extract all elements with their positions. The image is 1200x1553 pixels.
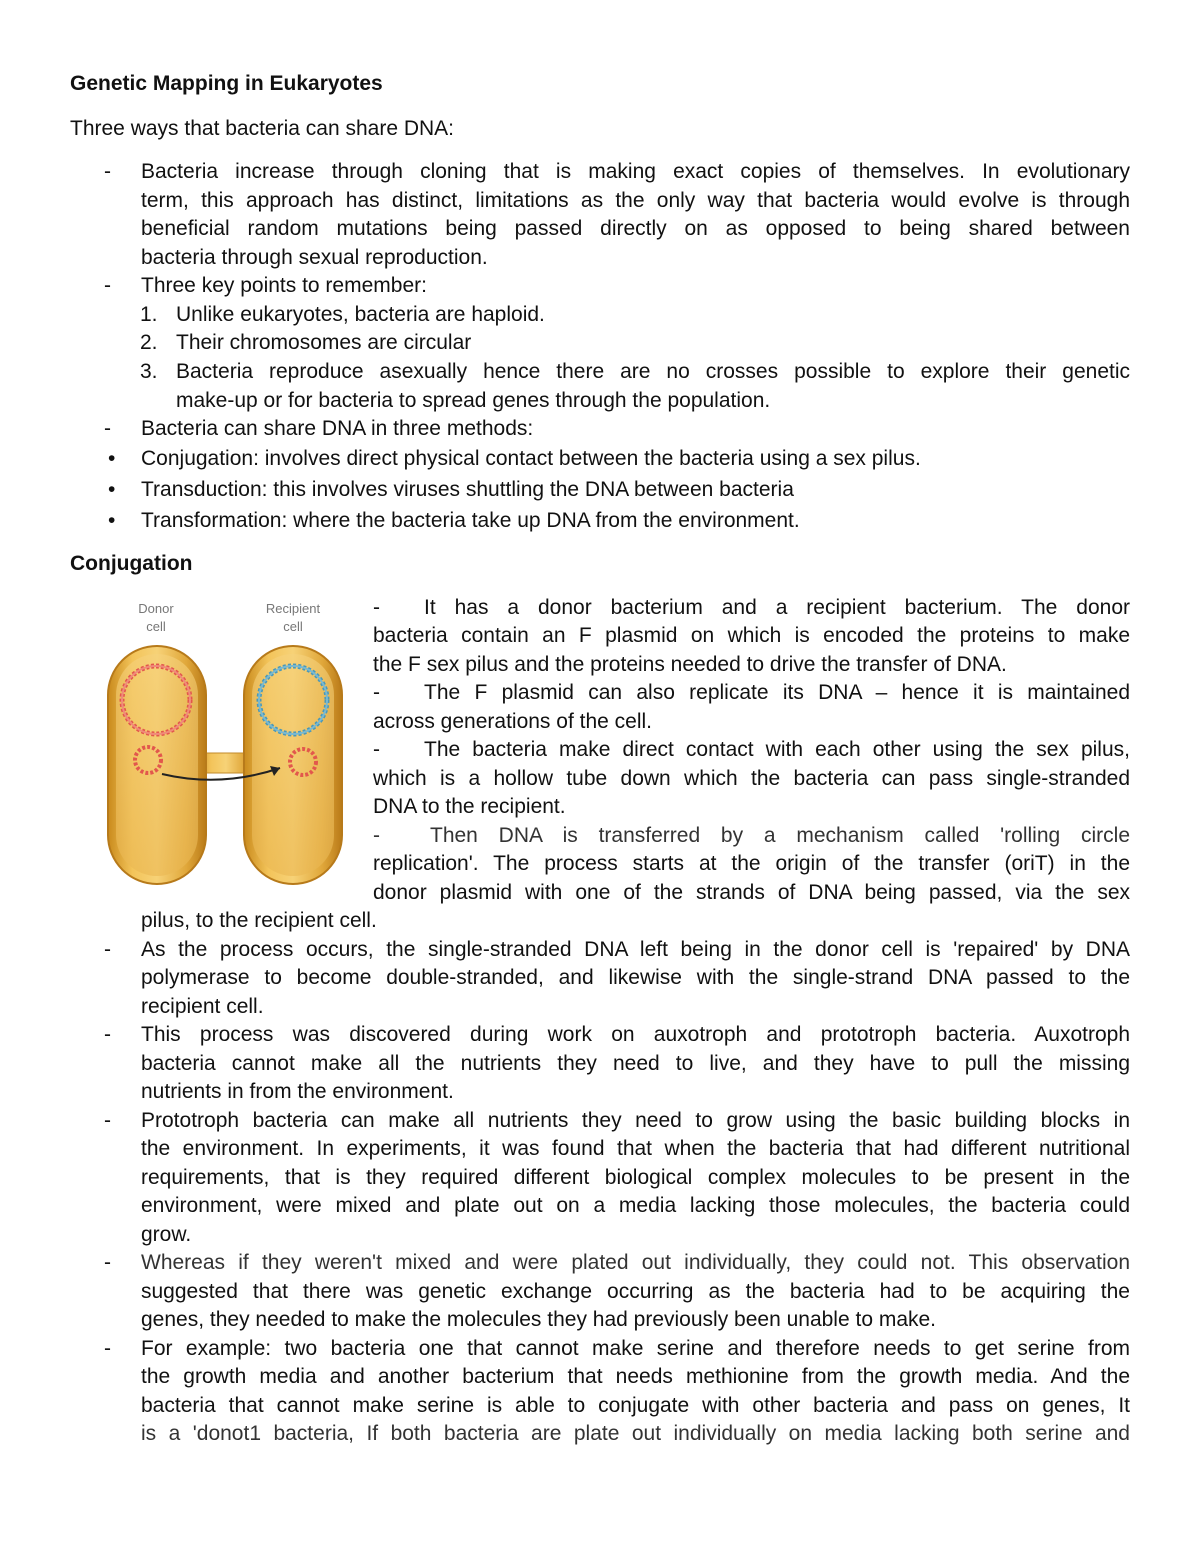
paragraph-line: bacteria through sexual reproduction.	[141, 246, 488, 269]
bullet-marker: •	[108, 478, 116, 501]
paragraph-line: This process was discovered during work on auxotroph and prototroph bacteria. Auxotroph	[141, 1023, 1130, 1046]
dash-marker: -	[104, 938, 111, 961]
paragraph-line: Then DNA is transferred by a mechanism called 'rolling circle	[430, 824, 1130, 847]
paragraph-line: replication'. The process starts at the origin of the transfer (oriT) in the	[373, 852, 1130, 875]
recipient-label-sub: cell	[283, 619, 303, 634]
dash-marker: -	[104, 274, 111, 297]
dash-marker: -	[104, 1109, 111, 1132]
paragraph-line: bacteria that cannot make serine is able to conjugate with other bacteria and pass on genes, It	[141, 1394, 1130, 1417]
paragraph-line: The bacteria make direct contact with each other using the sex pilus,	[424, 738, 1130, 761]
paragraph-line: Bacteria can share DNA in three methods:	[141, 417, 534, 440]
paragraph-line: It has a donor bacterium and a recipient bacterium. The donor	[424, 596, 1130, 619]
dash-marker: -	[104, 160, 111, 183]
paragraph-line: term, this approach has distinct, limitations as the only way that bacteria would evolve is through	[141, 189, 1130, 212]
dash-marker: -	[373, 824, 380, 847]
paragraph-line: the growth media and another bacterium that needs methionine from the growth media. And the	[141, 1365, 1130, 1388]
dash-marker: -	[104, 417, 111, 440]
paragraph-line: environment, were mixed and plate out on a media lacking those molecules, the bacteria could	[141, 1194, 1130, 1217]
paragraph-line: pilus, to the recipient cell.	[141, 909, 377, 932]
dash-marker: -	[104, 1337, 111, 1360]
dash-marker: -	[104, 1251, 111, 1274]
paragraph-line: recipient cell.	[141, 995, 264, 1018]
list-item: Transduction: this involves viruses shuttling the DNA between bacteria	[141, 478, 794, 501]
paragraph-line: Bacteria increase through cloning that is making exact copies of themselves. In evolutionary	[141, 160, 1130, 183]
dash-marker: -	[373, 738, 380, 761]
dash-marker: -	[373, 596, 380, 619]
dash-marker: -	[373, 681, 380, 704]
paragraph-line: suggested that there was genetic exchange occurring as the bacteria had to be acquiring the	[141, 1280, 1130, 1303]
list-item: Their chromosomes are circular	[176, 331, 472, 354]
list-number: 1.	[140, 303, 158, 326]
paragraph-line: Three key points to remember:	[141, 274, 427, 297]
paragraph-line: the environment. In experiments, it was found that when the bacteria that had different nutritional	[141, 1137, 1130, 1160]
bullet-marker: •	[108, 509, 116, 532]
list-number: 3.	[140, 360, 158, 383]
bullet-marker: •	[108, 447, 116, 470]
paragraph-line: donor plasmid with one of the strands of DNA being passed, via the sex	[373, 881, 1130, 904]
paragraph-line: nutrients in from the environment.	[141, 1080, 454, 1103]
paragraph-line: genes, they needed to make the molecules they had previously been unable to make.	[141, 1308, 937, 1331]
paragraph-line: DNA to the recipient.	[373, 795, 566, 818]
list-item: Bacteria reproduce asexually hence there are no crosses possible to explore their genetic	[176, 360, 1130, 383]
list-item: Unlike eukaryotes, bacteria are haploid.	[176, 303, 545, 326]
dash-marker: -	[104, 1023, 111, 1046]
paragraph-line: across generations of the cell.	[373, 710, 652, 733]
paragraph-line: the F sex pilus and the proteins needed to drive the transfer of DNA.	[373, 653, 1007, 676]
paragraph-line: bacteria contain an F plasmid on which is encoded the proteins to make	[373, 624, 1130, 647]
recipient-label: Recipient	[265, 601, 321, 616]
conjugation-figure	[96, 596, 346, 896]
paragraph-line: As the process occurs, the single-stranded DNA left being in the donor cell is 'repaired' by DNA	[141, 938, 1130, 961]
list-item: make-up or for bacteria to spread genes through the population.	[176, 389, 771, 412]
paragraph-line: beneficial random mutations being passed directly on as opposed to being shared between	[141, 217, 1130, 240]
paragraph-line: For example: two bacteria one that cannot make serine and therefore needs to get serine from	[141, 1337, 1130, 1360]
page-title: Genetic Mapping in Eukaryotes	[70, 72, 383, 95]
paragraph-line: bacteria cannot make all the nutrients they need to live, and they have to pull the missing	[141, 1052, 1130, 1075]
list-item: Conjugation: involves direct physical contact between the bacteria using a sex pilus.	[141, 447, 921, 470]
list-number: 2.	[140, 331, 158, 354]
paragraph-line: polymerase to become double-stranded, and likewise with the single-strand DNA passed to the	[141, 966, 1130, 989]
donor-label-sub: cell	[146, 619, 166, 634]
paragraph-line: is a 'donot1 bacteria, If both bacteria are plate out individually on media lacking both serine and	[141, 1422, 1130, 1445]
section-heading: Conjugation	[70, 552, 193, 575]
paragraph-line: The F plasmid can also replicate its DNA – hence it is maintained	[424, 681, 1130, 704]
paragraph-line: which is a hollow tube down which the bacteria can pass single-stranded	[373, 767, 1130, 790]
list-item: Transformation: where the bacteria take up DNA from the environment.	[141, 509, 800, 532]
paragraph-line: requirements, that is they required different biological complex molecules to be present in the	[141, 1166, 1130, 1189]
paragraph-line: Whereas if they weren't mixed and were plated out individually, they could not. This observation	[141, 1251, 1130, 1274]
intro-text: Three ways that bacteria can share DNA:	[70, 117, 455, 140]
paragraph-line: grow.	[141, 1223, 192, 1246]
paragraph-line: Prototroph bacteria can make all nutrients they need to grow using the basic building blocks in	[141, 1109, 1130, 1132]
donor-label: Donor	[138, 601, 174, 616]
